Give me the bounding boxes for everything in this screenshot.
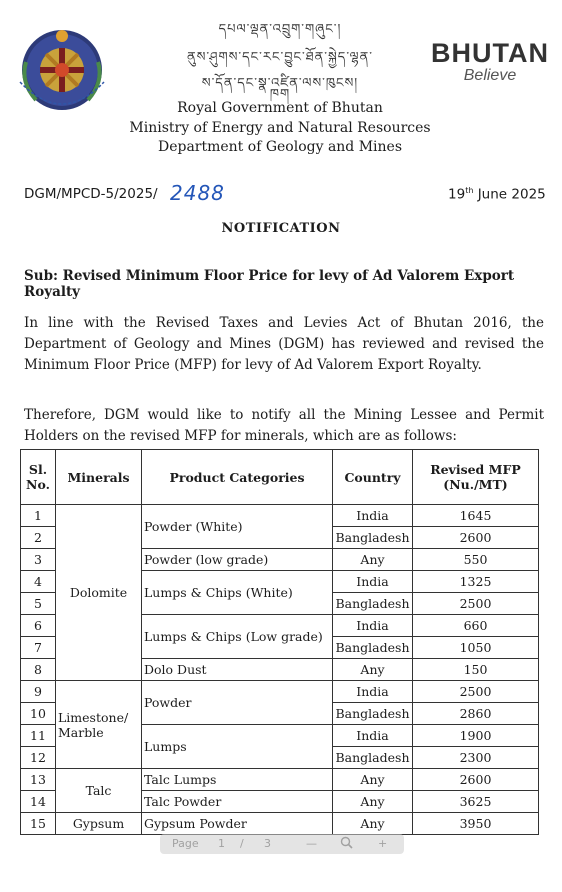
- mfp-cell: 3625: [413, 791, 539, 813]
- date-day: 19: [448, 186, 466, 203]
- product-cell: Talc Lumps: [142, 769, 333, 791]
- country-cell: India: [333, 681, 413, 703]
- mfp-cell: 2860: [413, 703, 539, 725]
- mfp-cell: 2600: [413, 527, 539, 549]
- table-row: [21, 681, 539, 703]
- mfp-cell: 1900: [413, 725, 539, 747]
- brand-name: BHUTAN: [431, 38, 549, 68]
- dzongkha-line-2: ནུས་ཤུགས་དང་རང་བྱུང་ཐོན་སྐྱེད་ལྷན་ཁག: [186, 50, 373, 102]
- product-cell: Lumps & Chips (White): [142, 571, 333, 615]
- sl-cell: 2: [21, 527, 56, 549]
- sl-cell: 3: [21, 549, 56, 571]
- mineral-limestone-line1: Limestone/: [58, 709, 129, 725]
- country-cell: India: [333, 505, 413, 527]
- sl-cell: 14: [21, 791, 56, 813]
- mfp-cell: 1645: [413, 505, 539, 527]
- subject-line: Sub: Revised Minimum Floor Price for levy of Ad Valorem Export Royalty: [24, 268, 515, 300]
- product-cell: Dolo Dust: [142, 659, 333, 681]
- mineral-cell-limestone: [56, 681, 142, 769]
- mfp-cell: 550: [413, 549, 539, 571]
- handwritten-reference-number: 2488: [170, 181, 225, 205]
- sl-cell: 4: [21, 571, 56, 593]
- notice-paragraph: Therefore, DGM would like to notify all the Mining Lessee and Permit Holders on the revised MFP for minerals, which are as follows:: [24, 407, 544, 444]
- header-revised-mfp: [413, 450, 539, 505]
- table-row: [21, 813, 539, 835]
- header-sl-line2: No.: [26, 477, 50, 492]
- brand-tagline: Believe: [463, 67, 517, 84]
- product-cell: Powder: [142, 681, 333, 725]
- country-cell: Bangladesh: [333, 593, 413, 615]
- zoom-in-button[interactable]: +: [378, 837, 388, 850]
- mfp-cell: 1050: [413, 637, 539, 659]
- country-cell: Bangladesh: [333, 747, 413, 769]
- header-minerals: Minerals: [56, 450, 142, 505]
- header-mfp-line2: (Nu./MT): [443, 477, 508, 492]
- issue-date: [448, 186, 546, 203]
- mfp-cell: 2600: [413, 769, 539, 791]
- table-row: [21, 505, 539, 527]
- date-suffix: th: [465, 186, 474, 195]
- zoom-out-button[interactable]: —: [306, 837, 317, 850]
- page-toolbar: [160, 834, 404, 854]
- product-cell: Lumps & Chips (Low grade): [142, 615, 333, 659]
- mfp-table: [20, 449, 539, 835]
- country-cell: Any: [333, 659, 413, 681]
- product-cell: Gypsum Powder: [142, 813, 333, 835]
- header-sl-line1: Sl.: [28, 462, 48, 477]
- page-label: Page: [172, 837, 199, 850]
- gov-line-2: Ministry of Energy and Natural Resources: [129, 120, 431, 136]
- mfp-cell: 150: [413, 659, 539, 681]
- mfp-cell: 3950: [413, 813, 539, 835]
- country-cell: India: [333, 571, 413, 593]
- page-current-input[interactable]: 1: [218, 837, 225, 850]
- mfp-cell: 2500: [413, 593, 539, 615]
- sl-cell: 9: [21, 681, 56, 703]
- table-header-row: [21, 450, 539, 505]
- intro-paragraph: In line with the Revised Taxes and Levies Act of Bhutan 2016, the Department of Geology and Mines (DGM) has reviewed and revised the Minimum Floor Price (MFP) for levy of Ad Valorem Export Royalty.: [24, 315, 544, 373]
- page-separator: /: [240, 837, 244, 850]
- country-cell: Any: [333, 813, 413, 835]
- notification-title: NOTIFICATION: [221, 221, 341, 236]
- mineral-cell-talc: Talc: [56, 769, 142, 813]
- mineral-limestone-line2: Marble: [58, 724, 104, 740]
- sl-cell: 15: [21, 813, 56, 835]
- header-mfp-line1: Revised MFP: [430, 462, 521, 477]
- table-row: [21, 769, 539, 791]
- sl-cell: 7: [21, 637, 56, 659]
- mineral-cell-dolomite: Dolomite: [56, 505, 142, 681]
- sl-cell: 12: [21, 747, 56, 769]
- mfp-cell: 2300: [413, 747, 539, 769]
- mineral-cell-gypsum: Gypsum: [56, 813, 142, 835]
- sl-cell: 11: [21, 725, 56, 747]
- country-cell: Any: [333, 769, 413, 791]
- reference-code: DGM/MPCD-5/2025/: [24, 186, 158, 202]
- header-country: Country: [333, 450, 413, 505]
- royal-emblem-logo: [6, 22, 120, 122]
- mfp-cell: 1325: [413, 571, 539, 593]
- dzongkha-line-1: དཔལ་ལྡན་འབྲུག་གཞུང་།: [218, 22, 342, 37]
- mfp-cell: 660: [413, 615, 539, 637]
- sl-cell: 6: [21, 615, 56, 637]
- dzongkha-line-3: ས་དོན་དང་སྣ་འཛིན་ལས་ཁུངས།: [201, 76, 359, 91]
- country-cell: India: [333, 725, 413, 747]
- sl-cell: 1: [21, 505, 56, 527]
- header-sl-no: [21, 450, 56, 505]
- mfp-cell: 2500: [413, 681, 539, 703]
- country-cell: India: [333, 615, 413, 637]
- date-rest: June 2025: [473, 186, 546, 203]
- country-cell: Any: [333, 549, 413, 571]
- header-product-categories: Product Categories: [142, 450, 333, 505]
- page-total: 3: [264, 837, 271, 850]
- product-cell: Powder (low grade): [142, 549, 333, 571]
- bhutan-believe-logo: [418, 38, 562, 85]
- magnifier-icon[interactable]: [340, 836, 353, 852]
- country-cell: Any: [333, 791, 413, 813]
- country-cell: Bangladesh: [333, 527, 413, 549]
- product-cell: Talc Powder: [142, 791, 333, 813]
- gov-line-3: Department of Geology and Mines: [157, 139, 403, 155]
- country-cell: Bangladesh: [333, 703, 413, 725]
- product-cell: Lumps: [142, 725, 333, 769]
- country-cell: Bangladesh: [333, 637, 413, 659]
- sl-cell: 13: [21, 769, 56, 791]
- sl-cell: 10: [21, 703, 56, 725]
- gov-line-1: Royal Government of Bhutan: [177, 100, 383, 116]
- sl-cell: 5: [21, 593, 56, 615]
- sl-cell: 8: [21, 659, 56, 681]
- product-cell: Powder (White): [142, 505, 333, 549]
